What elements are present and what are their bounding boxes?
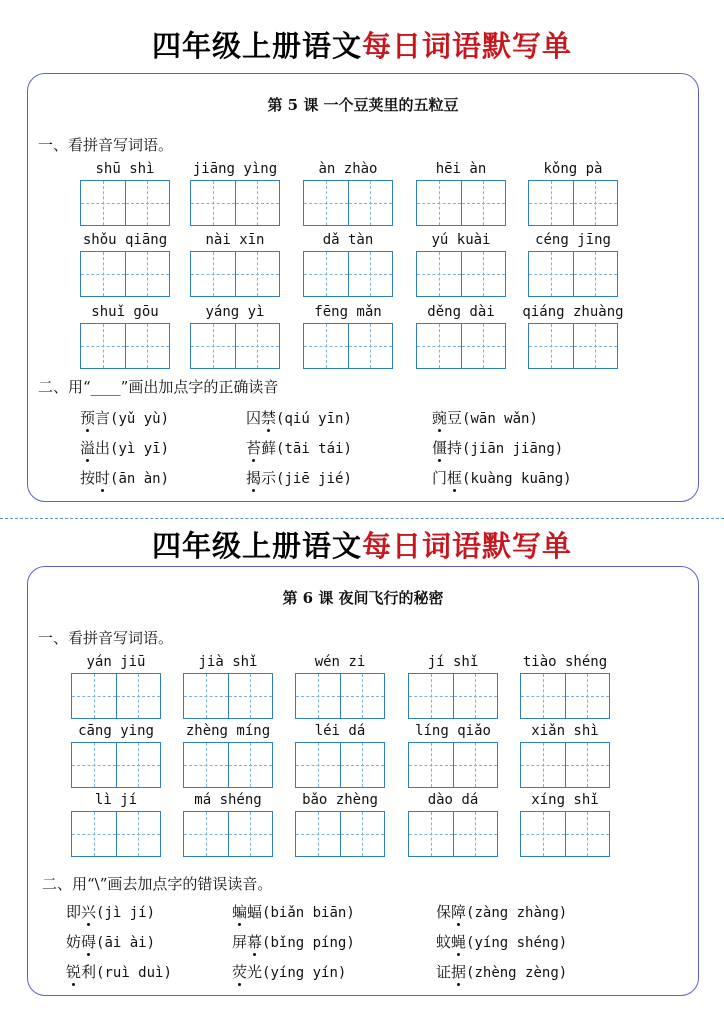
pronunciation-item[interactable]: 囚禁(qiú yīn)	[246, 409, 352, 427]
pinyin-prompt: fēng mǎn	[314, 304, 382, 320]
pinyin-prompt: líng qiǎo	[415, 723, 491, 739]
pronunciation-item[interactable]: 保障(zàng zhàng)	[436, 903, 568, 921]
writing-grid[interactable]	[80, 180, 170, 226]
writing-grid[interactable]	[80, 323, 170, 369]
pinyin-prompt: nài xīn	[205, 232, 265, 248]
worksheet-card-1	[27, 73, 699, 502]
pinyin-prompt: xiǎn shì	[531, 723, 599, 739]
writing-grid[interactable]	[190, 251, 280, 297]
section-title-pronunciation: 二、用“____”画出加点字的正确读音	[38, 378, 279, 396]
writing-grid[interactable]	[528, 323, 618, 369]
writing-grid[interactable]	[416, 251, 506, 297]
pinyin-prompt: má shéng	[194, 792, 262, 808]
writing-grid[interactable]	[528, 180, 618, 226]
header-title-black: 四年级上册语文	[151, 529, 362, 563]
writing-grid[interactable]	[71, 811, 161, 857]
pinyin-prompt: kǒng pà	[543, 161, 603, 177]
pinyin-prompt: děng dài	[427, 304, 495, 320]
writing-grid[interactable]	[520, 742, 610, 788]
pronunciation-item[interactable]: 苔藓(tāi tái)	[246, 439, 352, 457]
section-title-pinyin: 一、看拼音写词语。	[38, 629, 174, 647]
section-title-pronunciation: 二、用“\”画去加点字的错误读音。	[42, 875, 273, 893]
pinyin-prompt: céng jīng	[535, 232, 611, 248]
pronunciation-item[interactable]: 揭示(jiē jié)	[246, 469, 352, 487]
writing-grid[interactable]	[303, 323, 393, 369]
pronunciation-item[interactable]: 荧光(yíng yín)	[232, 963, 347, 981]
pronunciation-item[interactable]: 蚊蝇(yíng shéng)	[436, 933, 568, 951]
writing-grid[interactable]	[303, 251, 393, 297]
header-title-red: 每日词语默写单	[362, 529, 573, 563]
pinyin-prompt: bǎo zhèng	[302, 792, 378, 808]
writing-grid[interactable]	[71, 742, 161, 788]
writing-grid[interactable]	[190, 180, 280, 226]
pinyin-prompt: jí shǐ	[427, 654, 479, 670]
writing-grid[interactable]	[295, 673, 385, 719]
pinyin-prompt: zhèng míng	[185, 723, 271, 739]
section-title-pinyin: 一、看拼音写词语。	[38, 136, 174, 154]
pronunciation-item[interactable]: 锐利(ruì duì)	[66, 963, 172, 981]
pinyin-prompt: shū shì	[95, 161, 155, 177]
pronunciation-item[interactable]: 证据(zhèng zèng)	[436, 963, 568, 981]
writing-grid[interactable]	[416, 180, 506, 226]
pinyin-prompt: shǒu qiāng	[82, 232, 168, 248]
page-header-1	[0, 28, 724, 64]
pinyin-prompt: tiào shéng	[522, 654, 608, 670]
pinyin-prompt: dǎ tàn	[322, 232, 374, 248]
writing-grid[interactable]	[416, 323, 506, 369]
pinyin-prompt: qiáng zhuàng	[522, 304, 624, 320]
pronunciation-item[interactable]: 屏幕(bǐng píng)	[232, 933, 355, 951]
cut-line-divider	[0, 518, 724, 519]
writing-grid[interactable]	[295, 742, 385, 788]
pronunciation-item[interactable]: 预言(yǔ yù)	[80, 409, 170, 427]
pronunciation-item[interactable]: 溢出(yì yī)	[80, 439, 170, 457]
pinyin-prompt: yáng yì	[205, 304, 265, 320]
writing-grid[interactable]	[520, 811, 610, 857]
pronunciation-item[interactable]: 妨碍(āi ài)	[66, 933, 156, 951]
writing-grid[interactable]	[190, 323, 280, 369]
writing-grid[interactable]	[183, 742, 273, 788]
writing-grid[interactable]	[183, 673, 273, 719]
writing-grid[interactable]	[295, 811, 385, 857]
pinyin-prompt: hēi àn	[435, 161, 487, 177]
pinyin-prompt: lì jí	[94, 792, 138, 808]
pinyin-prompt: léi dá	[314, 723, 366, 739]
writing-grid[interactable]	[408, 673, 498, 719]
pronunciation-item[interactable]: 按时(ān àn)	[80, 469, 170, 487]
writing-grid[interactable]	[303, 180, 393, 226]
header-title-red: 每日词语默写单	[362, 29, 573, 63]
pinyin-prompt: àn zhào	[318, 161, 378, 177]
worksheet-card-2	[27, 566, 699, 996]
pinyin-prompt: yú kuài	[431, 232, 491, 248]
pinyin-prompt: jiāng yìng	[192, 161, 278, 177]
pronunciation-item[interactable]: 即兴(jì jí)	[66, 903, 156, 921]
writing-grid[interactable]	[408, 742, 498, 788]
pronunciation-item[interactable]: 门框(kuàng kuāng)	[432, 469, 572, 487]
page-header-2	[0, 528, 724, 564]
header-title-black: 四年级上册语文	[151, 29, 362, 63]
pinyin-prompt: xíng shǐ	[531, 792, 599, 808]
pronunciation-item[interactable]: 蝙蝠(biǎn biān)	[232, 903, 355, 921]
writing-grid[interactable]	[520, 673, 610, 719]
lesson-title: 第 5 课 一个豆荚里的五粒豆	[267, 96, 459, 114]
writing-grid[interactable]	[408, 811, 498, 857]
pronunciation-item[interactable]: 豌豆(wān wǎn)	[432, 409, 538, 427]
writing-grid[interactable]	[71, 673, 161, 719]
pinyin-prompt: jià shǐ	[198, 654, 258, 670]
pinyin-prompt: shuǐ gōu	[91, 304, 159, 320]
lesson-title: 第 6 课 夜间飞行的秘密	[282, 589, 444, 607]
writing-grid[interactable]	[183, 811, 273, 857]
pinyin-prompt: wén zi	[314, 654, 366, 670]
writing-grid[interactable]	[80, 251, 170, 297]
pinyin-prompt: yán jiū	[86, 654, 146, 670]
pinyin-prompt: cāng ying	[78, 723, 154, 739]
writing-grid[interactable]	[528, 251, 618, 297]
pinyin-prompt: dào dá	[427, 792, 479, 808]
pronunciation-item[interactable]: 僵持(jiān jiāng)	[432, 439, 564, 457]
